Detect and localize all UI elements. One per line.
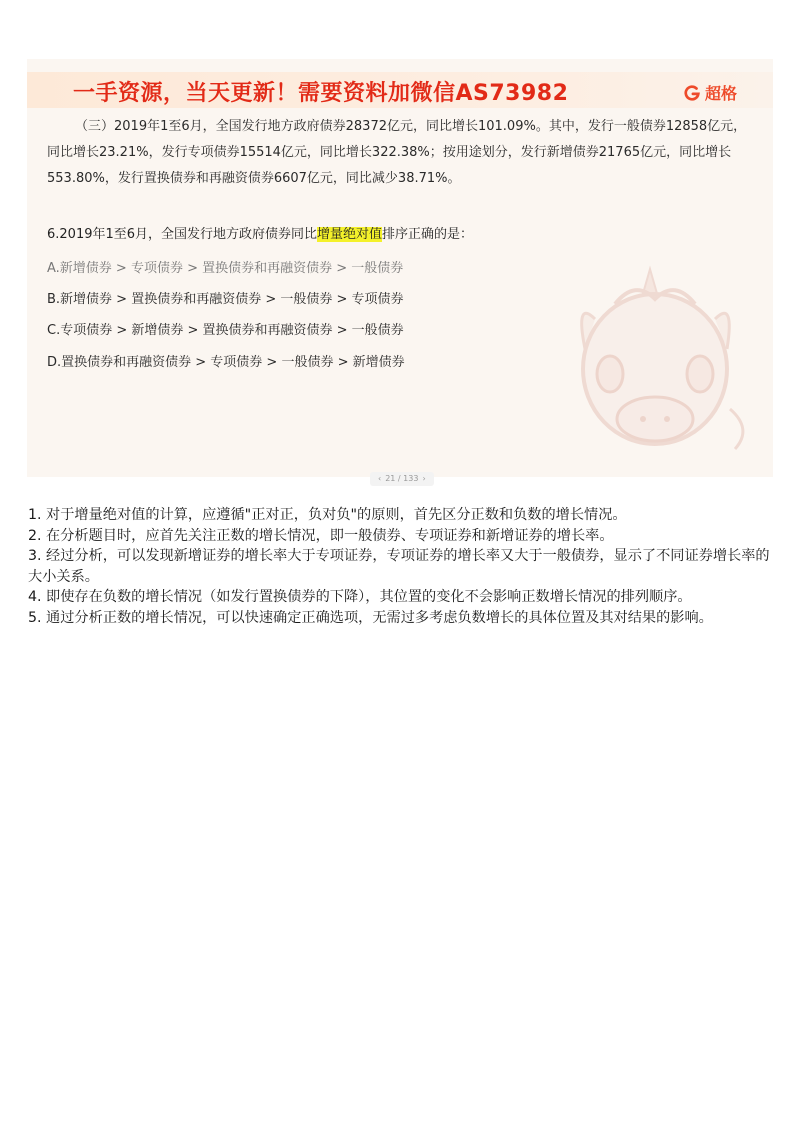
note-3: 3. 经过分析，可以发现新增证券的增长率大于专项证券，专项证券的增长率又大于一般债券，显示了不同证券增长率的大小关系。 (28, 548, 770, 585)
banner (27, 72, 773, 108)
question-suffix: 排序正确的是： (382, 227, 474, 242)
note-2: 2. 在分析题目时，应首先关注正数的增长情况，即一般债券、专项证券和新增证券的增长率。 (28, 527, 614, 544)
banner-text: 一手资源，当天更新！需要资料加微信AS73982 (73, 81, 569, 106)
option-c: C.专项债券 > 新增债券 > 置换债券和再融资债券 > 一般债券 (47, 323, 404, 338)
prev-page-button[interactable]: ‹ (378, 474, 382, 483)
question-highlight: 增量绝对值 (317, 227, 383, 242)
question-prefix: 6.2019年1至6月，全国发行地方政府债券同比 (47, 227, 318, 242)
note-1: 1. 对于增量绝对值的计算，应遵循"正对正，负对负"的原则，首先区分正数和负数的增长情况。 (28, 507, 627, 523)
note-4: 4. 即使存在负数的增长情况（如发行置换债券的下降），其位置的变化不会影响正数增长情况的排列顺序。 (28, 589, 692, 605)
analysis-notes (28, 505, 773, 628)
question-stem (47, 223, 473, 242)
brand-label: 超格 (704, 84, 737, 103)
page-indicator: 21 / 133 (385, 474, 419, 483)
option-a: A.新增债券 > 专项债券 > 置换债券和再融资债券 > 一般债券 (47, 261, 404, 276)
option-b: B.新增债券 > 置换债券和再融资债券 > 一般债券 > 专项债券 (47, 292, 404, 307)
slide-image (27, 59, 773, 477)
source-paragraph (47, 114, 747, 192)
next-page-button[interactable]: › (422, 474, 426, 483)
option-d: D.置换债券和再融资债券 > 专项债券 > 一般债券 > 新增债券 (47, 355, 405, 370)
brand-logo (683, 81, 737, 104)
note-5: 5. 通过分析正数的增长情况，可以快速确定正确选项，无需过多考虑负数增长的具体位置及其对结果的影响。 (28, 609, 713, 626)
paragraph-text: （三）2019年1至6月，全国发行地方政府债券28372亿元，同比增长101.09%。其中，发行一般债券12858亿元，同比增长23.21%，发行专项债券15514亿元，同比增长322.38%；按用途划分，发行新增债券21765亿元，同比增长553.80%，发行置换债券和再融资债券6607亿元，同比减少38.71%。 (47, 119, 747, 186)
g-logo-icon (683, 84, 701, 102)
mascot-watermark (555, 259, 755, 477)
page-pagination (370, 472, 434, 486)
